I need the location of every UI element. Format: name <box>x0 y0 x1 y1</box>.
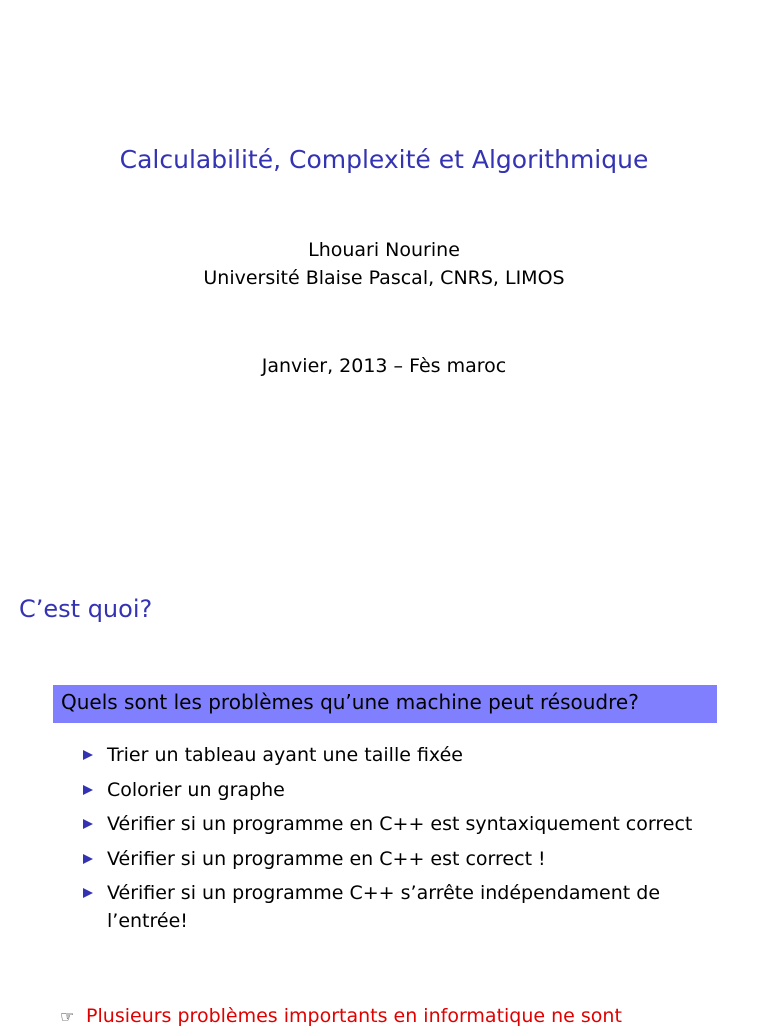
alert-note-text: Plusieurs problèmes importants en informatique ne sont <box>86 1005 622 1027</box>
list-item <box>80 810 720 838</box>
triangle-bullet-icon <box>83 888 93 898</box>
author-affiliation: Université Blaise Pascal, CNRS, LIMOS <box>203 267 565 289</box>
block-title: Quels sont les problèmes qu’une machine peut résoudre? <box>53 685 717 723</box>
presentation-title: Calculabilité, Complexité et Algorithmique <box>119 145 649 174</box>
author-block <box>0 236 768 292</box>
list-item <box>80 741 720 769</box>
list-item <box>80 879 692 935</box>
list-item-text: Colorier un graphe <box>107 778 285 801</box>
author-name: Lhouari Nourine <box>308 239 460 261</box>
frame-title: C’est quoi? <box>19 595 153 623</box>
triangle-bullet-icon <box>83 750 93 760</box>
triangle-bullet-icon <box>83 785 93 795</box>
presentation-date: Janvier, 2013 – Fès maroc <box>261 355 507 377</box>
problem-list <box>80 741 720 942</box>
list-item-text: Vérifier si un programme en C++ est syntaxiquement correct <box>107 813 693 835</box>
list-item-text: Trier un tableau ayant une taille fixée <box>107 744 463 766</box>
list-item <box>80 845 720 873</box>
triangle-bullet-icon <box>83 854 93 864</box>
list-item-text: Vérifier si un programme C++ s’arrête indépendament de l’entrée! <box>107 882 661 932</box>
content-slide <box>0 575 768 1027</box>
pointing-hand-icon: ☞ <box>60 1007 75 1026</box>
list-item-text: Vérifier si un programme en C++ est correct ! <box>107 847 546 870</box>
list-item <box>80 776 720 804</box>
triangle-bullet-icon <box>83 819 93 829</box>
